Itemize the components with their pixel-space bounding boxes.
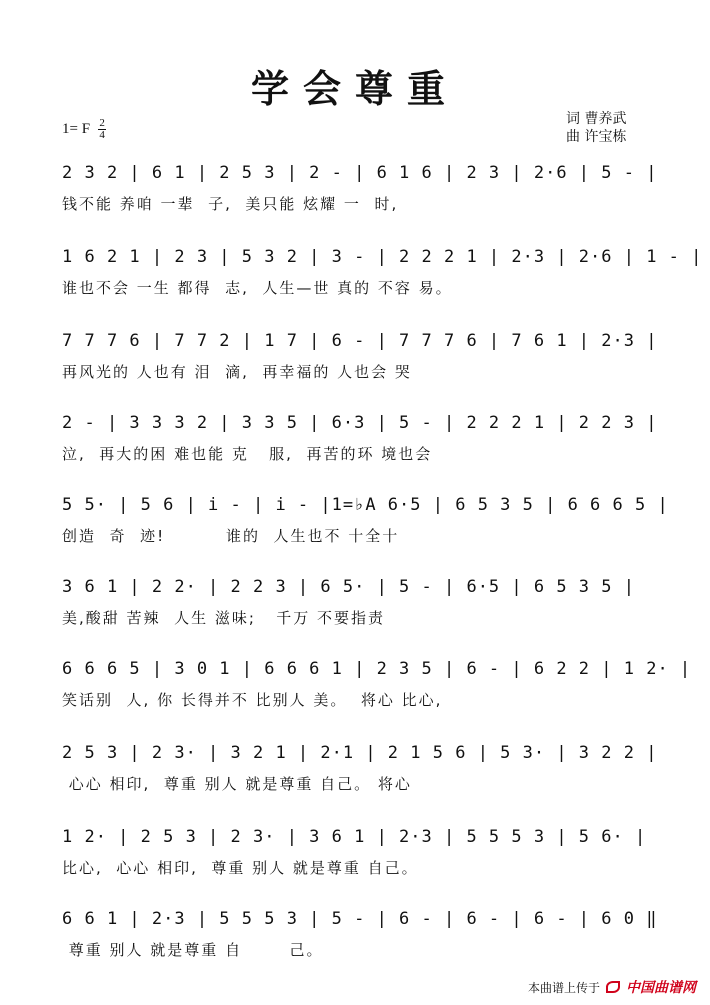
footer-text: 本曲谱上传于 bbox=[527, 980, 600, 995]
lyrics-row: 谁也不会 一生 都得 志, 人生—世 真的 不容 易。 bbox=[62, 279, 453, 297]
lyrics-row: 比心, 心心 相印, 尊重 别人 就是尊重 自己。 bbox=[62, 859, 419, 877]
upload-footer bbox=[528, 977, 696, 997]
lyrics-row: 笑话别 人, 你 长得并不 比别人 美。 将心 比心, bbox=[62, 691, 443, 709]
notation-row: 2 3 2 | 6 1 | 2 5 3 | 2 - | 6 1 6 | 2 3 | 2·6 | 5 - | bbox=[62, 163, 658, 183]
notation-row: 5 5· | 5 6 | i - | i - |1=♭A 6·5 | 6 5 3 5 | 6 6 6 5 | bbox=[62, 495, 669, 515]
notation-row: 6 6 6 5 | 3 0 1 | 6 6 6 1 | 2 3 5 | 6 - | 6 2 2 | 1 2· | bbox=[62, 659, 692, 679]
notation-row: 7 7 7 6 | 7 7 2 | 1 7 | 6 - | 7 7 7 6 | 7 6 1 | 2·3 | bbox=[62, 331, 658, 351]
score-line-6 bbox=[62, 574, 652, 630]
notation-row: 2 5 3 | 2 3· | 3 2 1 | 2·1 | 2 1 5 6 | 5 3· | 3 2 2 | bbox=[62, 743, 658, 763]
key-label: 1= F bbox=[62, 121, 91, 137]
lyrics-row: 再风光的 人也有 泪 滴, 再幸福的 人也会 哭 bbox=[62, 363, 412, 381]
lyrics-row: 尊重 别人 就是尊重 自 己。 bbox=[62, 941, 324, 959]
score-line-10 bbox=[62, 906, 658, 962]
key-signature bbox=[62, 118, 106, 141]
site-logo-icon bbox=[606, 981, 620, 993]
song-title: 学会尊重 bbox=[250, 67, 459, 111]
notation-row: 1 2· | 2 5 3 | 2 3· | 3 6 1 | 2·3 | 5 5 5 3 | 5 6· | bbox=[62, 827, 647, 847]
notation-row: 2 - | 3 3 3 2 | 3 3 5 | 6·3 | 5 - | 2 2 2 1 | 2 2 3 | bbox=[62, 413, 658, 433]
lyrics-row: 心心 相印, 尊重 别人 就是尊重 自己。 将心 bbox=[62, 775, 412, 793]
lyrics-row: 泣, 再大的困 难也能 克 服, 再苦的环 境也会 bbox=[62, 445, 433, 463]
score-line-2 bbox=[62, 244, 703, 300]
time-signature-top: 2 bbox=[99, 117, 105, 129]
lyrics-row: 美,酸甜 苦辣 人生 滋味; 千万 不要指责 bbox=[62, 609, 385, 627]
notation-row: 1 6 2 1 | 2 3 | 5 3 2 | 3 - | 2 2 2 1 | 2·3 | 2·6 | 1 - | bbox=[62, 247, 703, 267]
score-line-4 bbox=[62, 410, 658, 466]
score-line-1 bbox=[62, 160, 658, 216]
lyrics-row: 创造 奇 迹! 谁的 人生也不 十全十 bbox=[62, 527, 400, 545]
score-line-3 bbox=[62, 328, 658, 384]
credits bbox=[566, 110, 626, 146]
time-signature-bottom: 4 bbox=[99, 129, 105, 141]
lyrics-row: 钱不能 养咱 一辈 子, 美只能 炫耀 一 时, bbox=[62, 195, 399, 213]
time-signature bbox=[98, 118, 106, 141]
score-line-8 bbox=[62, 740, 658, 796]
lyricist-credit: 词 曹养武 bbox=[566, 111, 627, 127]
notation-row: 6 6 1 | 2·3 | 5 5 5 3 | 5 - | 6 - | 6 - | 6 - | 6 0 ‖ bbox=[62, 909, 658, 929]
composer-credit: 曲 许宝栋 bbox=[566, 129, 627, 145]
score-line-7 bbox=[62, 656, 692, 712]
score-line-5 bbox=[62, 492, 669, 548]
notation-row: 3 6 1 | 2 2· | 2 2 3 | 6 5· | 5 - | 6·5 | 6 5 3 5 | bbox=[62, 577, 635, 597]
site-name[interactable]: 中国曲谱网 bbox=[626, 980, 696, 996]
score-line-9 bbox=[62, 824, 652, 880]
